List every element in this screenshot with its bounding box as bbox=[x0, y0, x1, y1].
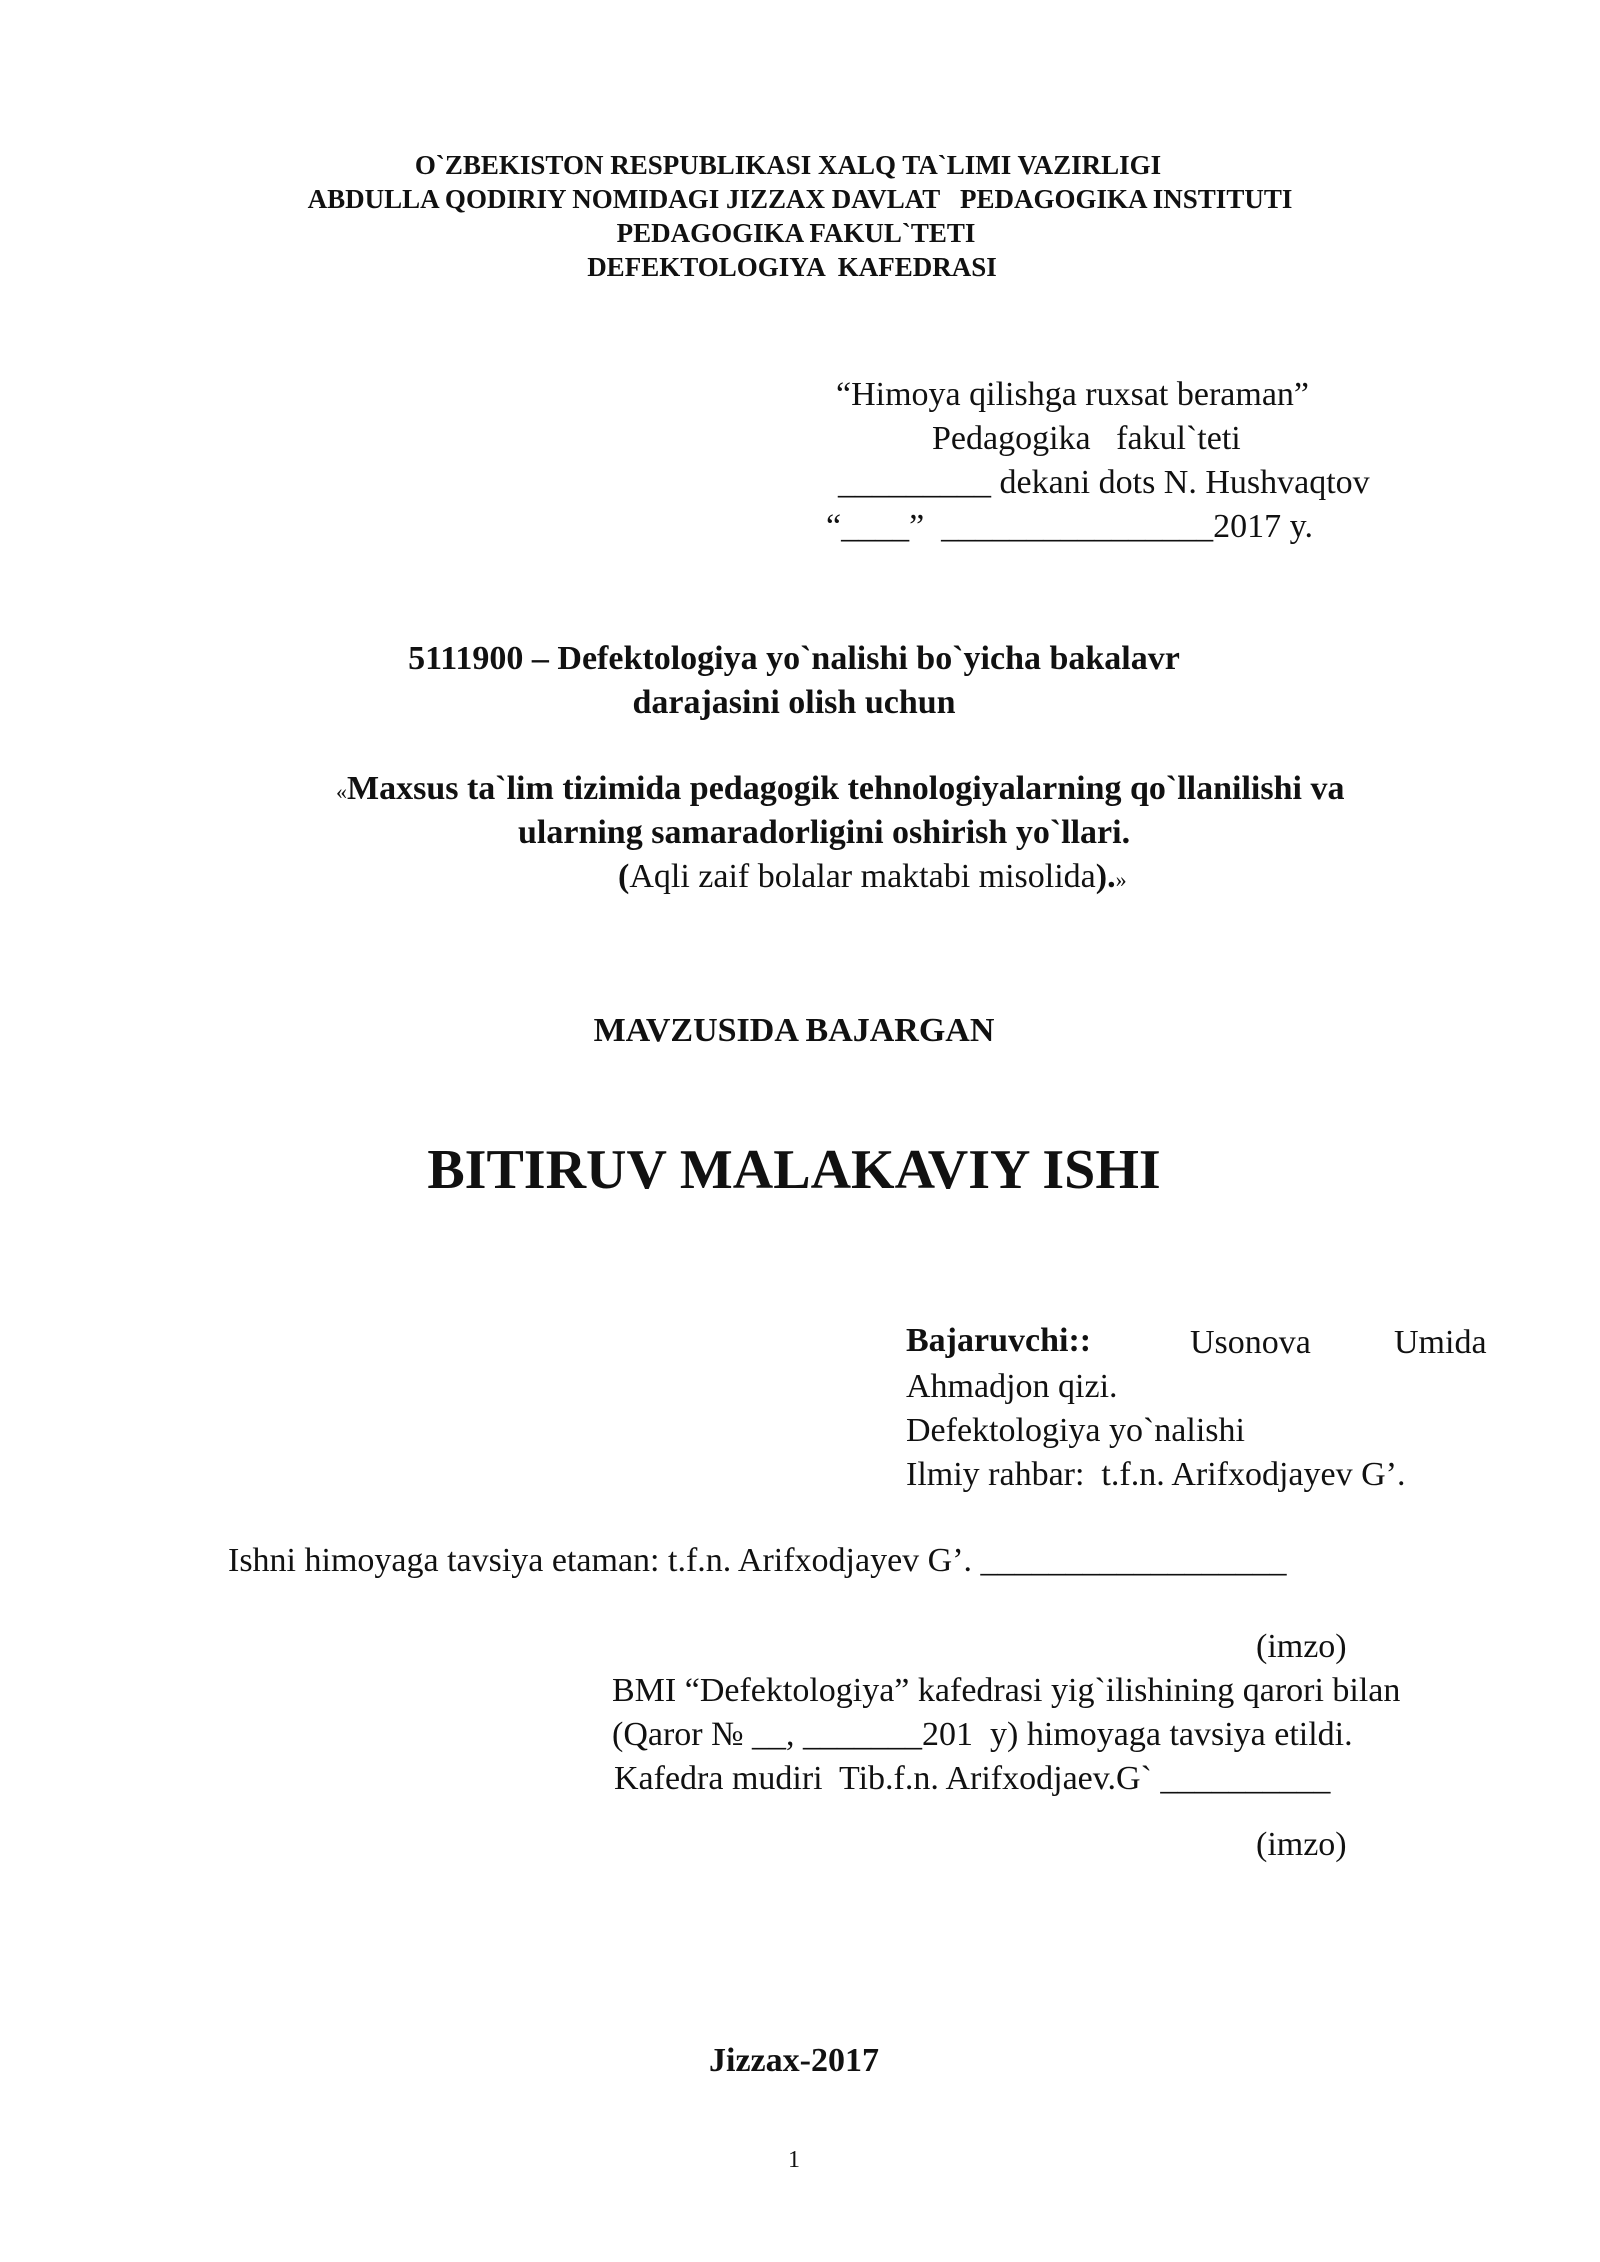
topic-line-1-text: Maxsus ta`lim tizimida pedagogik tehnologiyalarning qo`llanilishi va bbox=[347, 770, 1345, 807]
author-second-name: Umida bbox=[1394, 1324, 1487, 1361]
degree-line-2: darajasini olish uchun bbox=[632, 684, 956, 721]
signature-label-1: (imzo) bbox=[1256, 1628, 1347, 1665]
faculty-heading: PEDAGOGIKA FAKUL`TETI bbox=[616, 218, 976, 248]
topic-paren-open: ( bbox=[618, 858, 630, 895]
city-year: Jizzax-2017 bbox=[709, 2042, 879, 2079]
topic-line-3 bbox=[618, 860, 1127, 894]
degree-line-1: 5111900 – Defektologiya yo`nalishi bo`yicha bakalavr bbox=[408, 640, 1180, 677]
author-first-name: Usonova bbox=[1190, 1324, 1311, 1361]
supervisor-line: Ilmiy rahbar: t.f.n. Arifxodjayev G’. bbox=[906, 1456, 1406, 1493]
decision-line-1: BMI “Defektologiya” kafedrasi yig`ilishining qarori bilan bbox=[612, 1672, 1401, 1709]
signature-label-2: (imzo) bbox=[1256, 1826, 1347, 1863]
page-number: 1 bbox=[788, 2147, 800, 2173]
approval-line-4: “____” ________________2017 y. bbox=[826, 508, 1313, 545]
topic-line-1 bbox=[336, 772, 1344, 806]
institute-heading: ABDULLA QODIRIY NOMIDAGI JIZZAX DAVLAT PEDAGOGIKA INSTITUTI bbox=[307, 184, 1293, 214]
ministry-heading: O`ZBEKISTON RESPUBLIKASI XALQ TA`LIMI VAZIRLIGI bbox=[414, 150, 1162, 180]
topic-line-2: ularning samaradorligini oshirish yo`llari. bbox=[518, 814, 1131, 851]
author-patronymic: Ahmadjon qizi. bbox=[906, 1368, 1118, 1405]
topic-paren-close: ). bbox=[1095, 858, 1116, 895]
subtitle: MAVZUSIDA BAJARGAN bbox=[593, 1012, 995, 1049]
decision-line-3: Kafedra mudiri Tib.f.n. Arifxodjaev.G` __________ bbox=[614, 1760, 1331, 1797]
approval-line-1: “Himoya qilishga ruxsat beraman” bbox=[836, 376, 1310, 413]
approval-line-3: _________ dekani dots N. Hushvaqtov bbox=[838, 464, 1370, 501]
topic-line-3-text: Aqli zaif bolalar maktabi misolida bbox=[629, 858, 1096, 895]
recommendation-line: Ishni himoyaga tavsiya etaman: t.f.n. Arifxodjayev G’. __________________ bbox=[228, 1542, 1287, 1579]
approval-line-2: Pedagogika fakul`teti bbox=[932, 420, 1241, 457]
document-title: BITIRUV MALAKAVIY ISHI bbox=[427, 1139, 1161, 1201]
author-label: Bajaruvchi:: bbox=[906, 1322, 1092, 1359]
topic-open-quote: « bbox=[336, 779, 347, 804]
topic-close-quote: » bbox=[1115, 867, 1127, 892]
decision-line-2: (Qaror № __, _______201 y) himoyaga tavsiya etildi. bbox=[612, 1716, 1353, 1753]
author-direction: Defektologiya yo`nalishi bbox=[906, 1412, 1245, 1449]
department-heading: DEFEKTOLOGIYA KAFEDRASI bbox=[587, 252, 997, 282]
